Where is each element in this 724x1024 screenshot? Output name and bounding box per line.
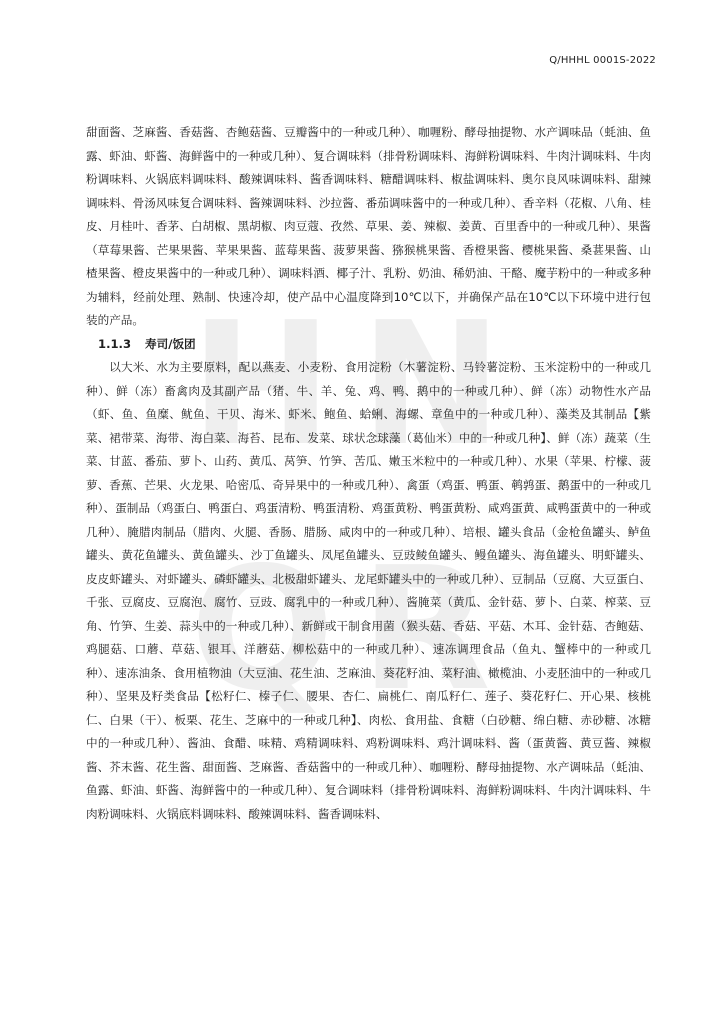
- watermark-letter: R: [360, 531, 491, 729]
- document-code: Q/HHHL 0001S-2022: [549, 55, 656, 66]
- paragraph-section: 以大米、水为主要原料，配以燕麦、小麦粉、食用淀粉（木薯淀粉、马铃薯淀粉、玉米淀粉中的一种或几种）、鲜（冻）畜禽肉及其副产品（猪、牛、羊、兔、鸡、鸭、鹅中的一种或几种）、鲜（冻）动物性水产品（虾、鱼、鱼糜、鱿鱼、干贝、海米、虾米、鲍鱼、蛤蜊、海螺、章鱼中的一种或几种）、藻类及其制品【紫菜、裙带菜、海带、海白菜、海苔、昆布、发菜、球状念球藻（葛仙米）中的一种或几种】、鲜（冻）蔬菜（生菜、甘蓝、番茄、萝卜、山药、黄瓜、莴笋、竹笋、苦瓜、嫩玉米粒中的一种或几种）、水果（苹果、柠檬、菠萝、香蕉、芒果、火龙果、哈密瓜、奇异果中的一种或几种）、禽蛋（鸡蛋、鸭蛋、鹌鹑蛋、鹅蛋中的一种或几种）、蛋制品（鸡蛋白、鸭蛋白、鸡蛋清粉、鸭蛋清粉、鸡蛋黄粉、鸭蛋黄粉、咸鸡蛋黄、咸鸭蛋黄中的一种或几种）、腌腊肉制品（腊肉、火腿、香肠、腊肠、咸肉中的一种或几种）、培根、罐头食品（金枪鱼罐头、鲈鱼罐头、黄花鱼罐头、黄鱼罐头、沙丁鱼罐头、凤尾鱼罐头、豆豉鲮鱼罐头、鳗鱼罐头、海鱼罐头、明虾罐头、皮皮虾罐头、对虾罐头、磷虾罐头、北极甜虾罐头、龙尾虾罐头中的一种或几种）、豆制品（豆腐、大豆蛋白、千张、豆腐皮、豆腐泡、腐竹、豆豉、腐乳中的一种或几种）、酱腌菜（黄瓜、金针菇、萝卜、白菜、榨菜、豆角、竹笋、生姜、蒜头中的一种或几种）、新鲜或干制食用菌（猴头菇、香菇、平菇、木耳、金针菇、杏鲍菇、鸡腿菇、口蘑、草菇、银耳、洋蘑菇、柳松菇中的一种或几种）、速冻调理食品（鱼丸、蟹棒中的一种或几种）、速冻油条、食用植物油（大豆油、花生油、芝麻油、葵花籽油、菜籽油、橄榄油、小麦胚油中的一种或几种）、坚果及籽类食品【松籽仁、榛子仁、腰果、杏仁、扁桃仁、南瓜籽仁、莲子、葵花籽仁、开心果、核桃仁、白果（干）、板栗、花生、芝麻中的一种或几种】、肉松、食用盐、食糖（白砂糖、绵白糖、赤砂糖、冰糖中的一种或几种）、酱油、食醋、味精、鸡精调味料、鸡粉调味料、鸡汁调味料、酱（蛋黄酱、黄豆酱、辣椒酱、芥末酱、花生酱、甜面酱、芝麻酱、香菇酱中的一种或几种）、咖喱粉、酵母抽提物、水产调味品（蚝油、鱼露、虾油、虾酱、海鲜酱中的一种或几种）、复合调味料（排骨粉调味料、海鲜粉调味料、牛肉汁调味料、牛肉粉调味料、火锅底料调味料、酸辣调味料、酱香调味料、: [86, 360, 651, 821]
- section-number: 1.1.3: [98, 336, 132, 351]
- paragraph-continued: 甜面酱、芝麻酱、香菇酱、杏鲍菇酱、豆瓣酱中的一种或几种）、咖喱粉、酵母抽提物、水产调味品（蚝油、鱼露、虾油、虾酱、海鲜酱中的一种或几种）、复合调味料（排骨粉调味料、海鲜粉调味料、牛肉汁调味料、牛肉粉调味料、火锅底料调味料、酸辣调味料、酱香调味料、糖醋调味料、椒盐调味料、奥尔良风味调味料、甜辣调味料、骨汤风味复合调味料、酱辣调味料、沙拉酱、番茄调味酱中的一种或几种）、香辛料（花椒、八角、桂皮、月桂叶、香茅、白胡椒、黑胡椒、肉豆蔻、孜然、草果、姜、辣椒、姜黄、百里香中的一种或几种）、果酱（草莓果酱、芒果果酱、苹果果酱、蓝莓果酱、菠萝果酱、猕猴桃果酱、香橙果酱、樱桃果酱、桑葚果酱、山楂果酱、橙皮果酱中的一种或几种）、调味料酒、椰子汁、乳粉、奶油、稀奶油、干酪、魔芋粉中的一种或多种为辅料，经前处理、熟制、快速冷却，使产品中心温度降到10℃以下，并确保产品在10℃以下环境中进行包装的产品。: [86, 125, 651, 327]
- section-heading: [86, 333, 651, 357]
- watermark-letter: Q: [190, 531, 335, 729]
- body-text: [86, 121, 651, 826]
- section-title: 寿司/饭团: [145, 336, 196, 351]
- watermark-letter: N: [360, 286, 503, 484]
- watermark-letter: H: [190, 286, 333, 484]
